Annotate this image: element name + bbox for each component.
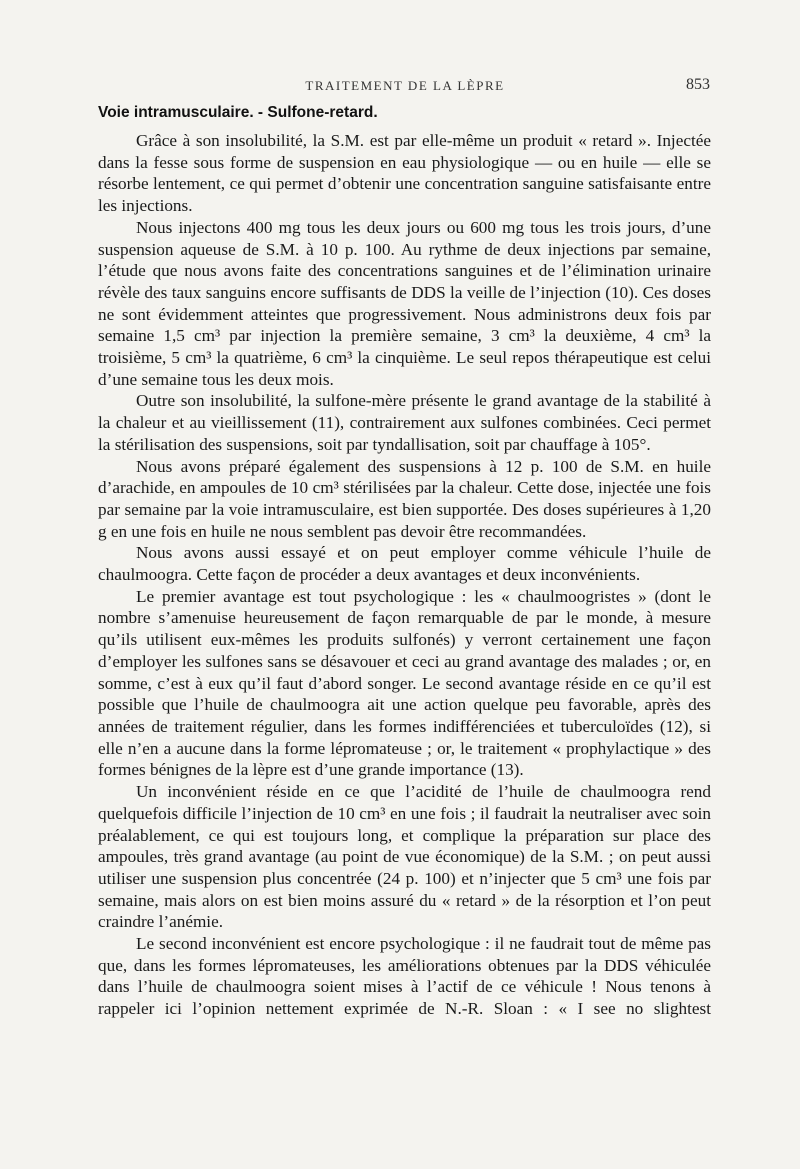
- paragraph: Nous avons préparé également des suspensions à 12 p. 100 de S.M. en huile d’arachide, en ampoules de 10 cm³ stérilisées par la chaleur. Cette dose, injectée une fois par semaine par la voie intramusculaire, est bien supportée. Des doses supérieures à 1,20 g en une fois en huile ne nous semblent pas devoir être recommandées.: [98, 456, 711, 541]
- paragraph: Nous avons aussi essayé et on peut employer comme véhicule l’huile de chaulmoogra. Cette façon de procéder a deux avantages et deux inconvénients.: [98, 543, 711, 585]
- paragraph: Nous injectons 400 mg tous les deux jours ou 600 mg tous les trois jours, d’une suspension aqueuse de S.M. à 10 p. 100. Au rythme de deux injections par semaine, l’étude que nous avons faite des concentrations sanguines et de l’élimination urinaire révèle des taux sanguins encore suffisants de DDS la veille de l’injection (10). Ces doses ne sont évidemment atteintes que progressivement. Nous administrons deux fois par semaine 1,5 cm³ par injection la première semaine, 3 cm³ la deuxième, 4 cm³ la troisième, 5 cm³ la quatrième, 6 cm³ la cinquième. Le seul repos thérapeutique est celui d’une semaine tous les deux mois.: [98, 217, 711, 389]
- paragraph: Le premier avantage est tout psychologique : les « chaulmoogristes » (dont le nombre s’amenuise heureusement de façon remarquable de par le monde, à mesure qu’ils utilisent eux-mêmes les produits sulfonés) y verront certainement une façon d’employer les sulfones sans se désavouer et ceci au grand avantage des malades ; or, en somme, c’est à eux qu’il faut d’abord songer. Le second avantage réside en ce qu’il est possible que l’huile de chaulmoogra ait une action quelque peu favorable, après des années de traitement régulier, dans les formes indifférenciées et tuberculoïdes (12), si elle n’en a aucune dans la forme lépromateuse ; or, le traitement « prophylactique » des formes bénignes de la lèpre est d’une grande importance (13).: [98, 586, 711, 780]
- running-head: [100, 78, 710, 98]
- page-number: 853: [686, 76, 710, 93]
- paragraph: Grâce à son insolubilité, la S.M. est par elle-même un produit « retard ». Injectée dans la fesse sous forme de suspension en eau physiologique — ou en huile — elle se résorbe lentement, ce qui permet d’obtenir une concentration sanguine satisfaisante entre les injections.: [98, 131, 711, 216]
- body-text: [98, 130, 711, 1020]
- paragraph: Le second inconvénient est encore psychologique : il ne faudrait tout de même pas que, dans les formes lépromateuses, les améliorations obtenues par la DDS véhiculée dans l’huile de chaulmoogra soient mises à l’actif de ce véhicule ! Nous tenons à rappeler ici l’opinion nettement exprimée de N.-R. Sloan : « I see no slightest: [98, 934, 711, 1019]
- section-title: Voie intramusculaire. - Sulfone-retard.: [98, 104, 378, 121]
- paragraph: Outre son insolubilité, la sulfone-mère présente le grand avantage de la stabilité à la chaleur et au vieillissement (11), contrairement aux sulfones combinées. Ceci permet la stérilisation des suspensions, soit par tyndallisation, soit par chauffage à 105°.: [98, 391, 711, 454]
- paragraph: Un inconvénient réside en ce que l’acidité de l’huile de chaulmoogra rend quelquefois difficile l’injection de 10 cm³ en une fois ; il faudrait la neutraliser avec soin préalablement, ce qui est toujours long, et complique la préparation sur place des ampoules, très grand avantage (au point de vue économique) de la S.M. ; on peut aussi utiliser une suspension plus concentrée (24 p. 100) et n’injecter que 5 cm³ une fois par semaine, mais alors on est bien moins assuré du « retard » de la résorption et l’on peut craindre l’anémie.: [98, 782, 711, 932]
- running-title: TRAITEMENT DE LA LÈPRE: [305, 78, 505, 93]
